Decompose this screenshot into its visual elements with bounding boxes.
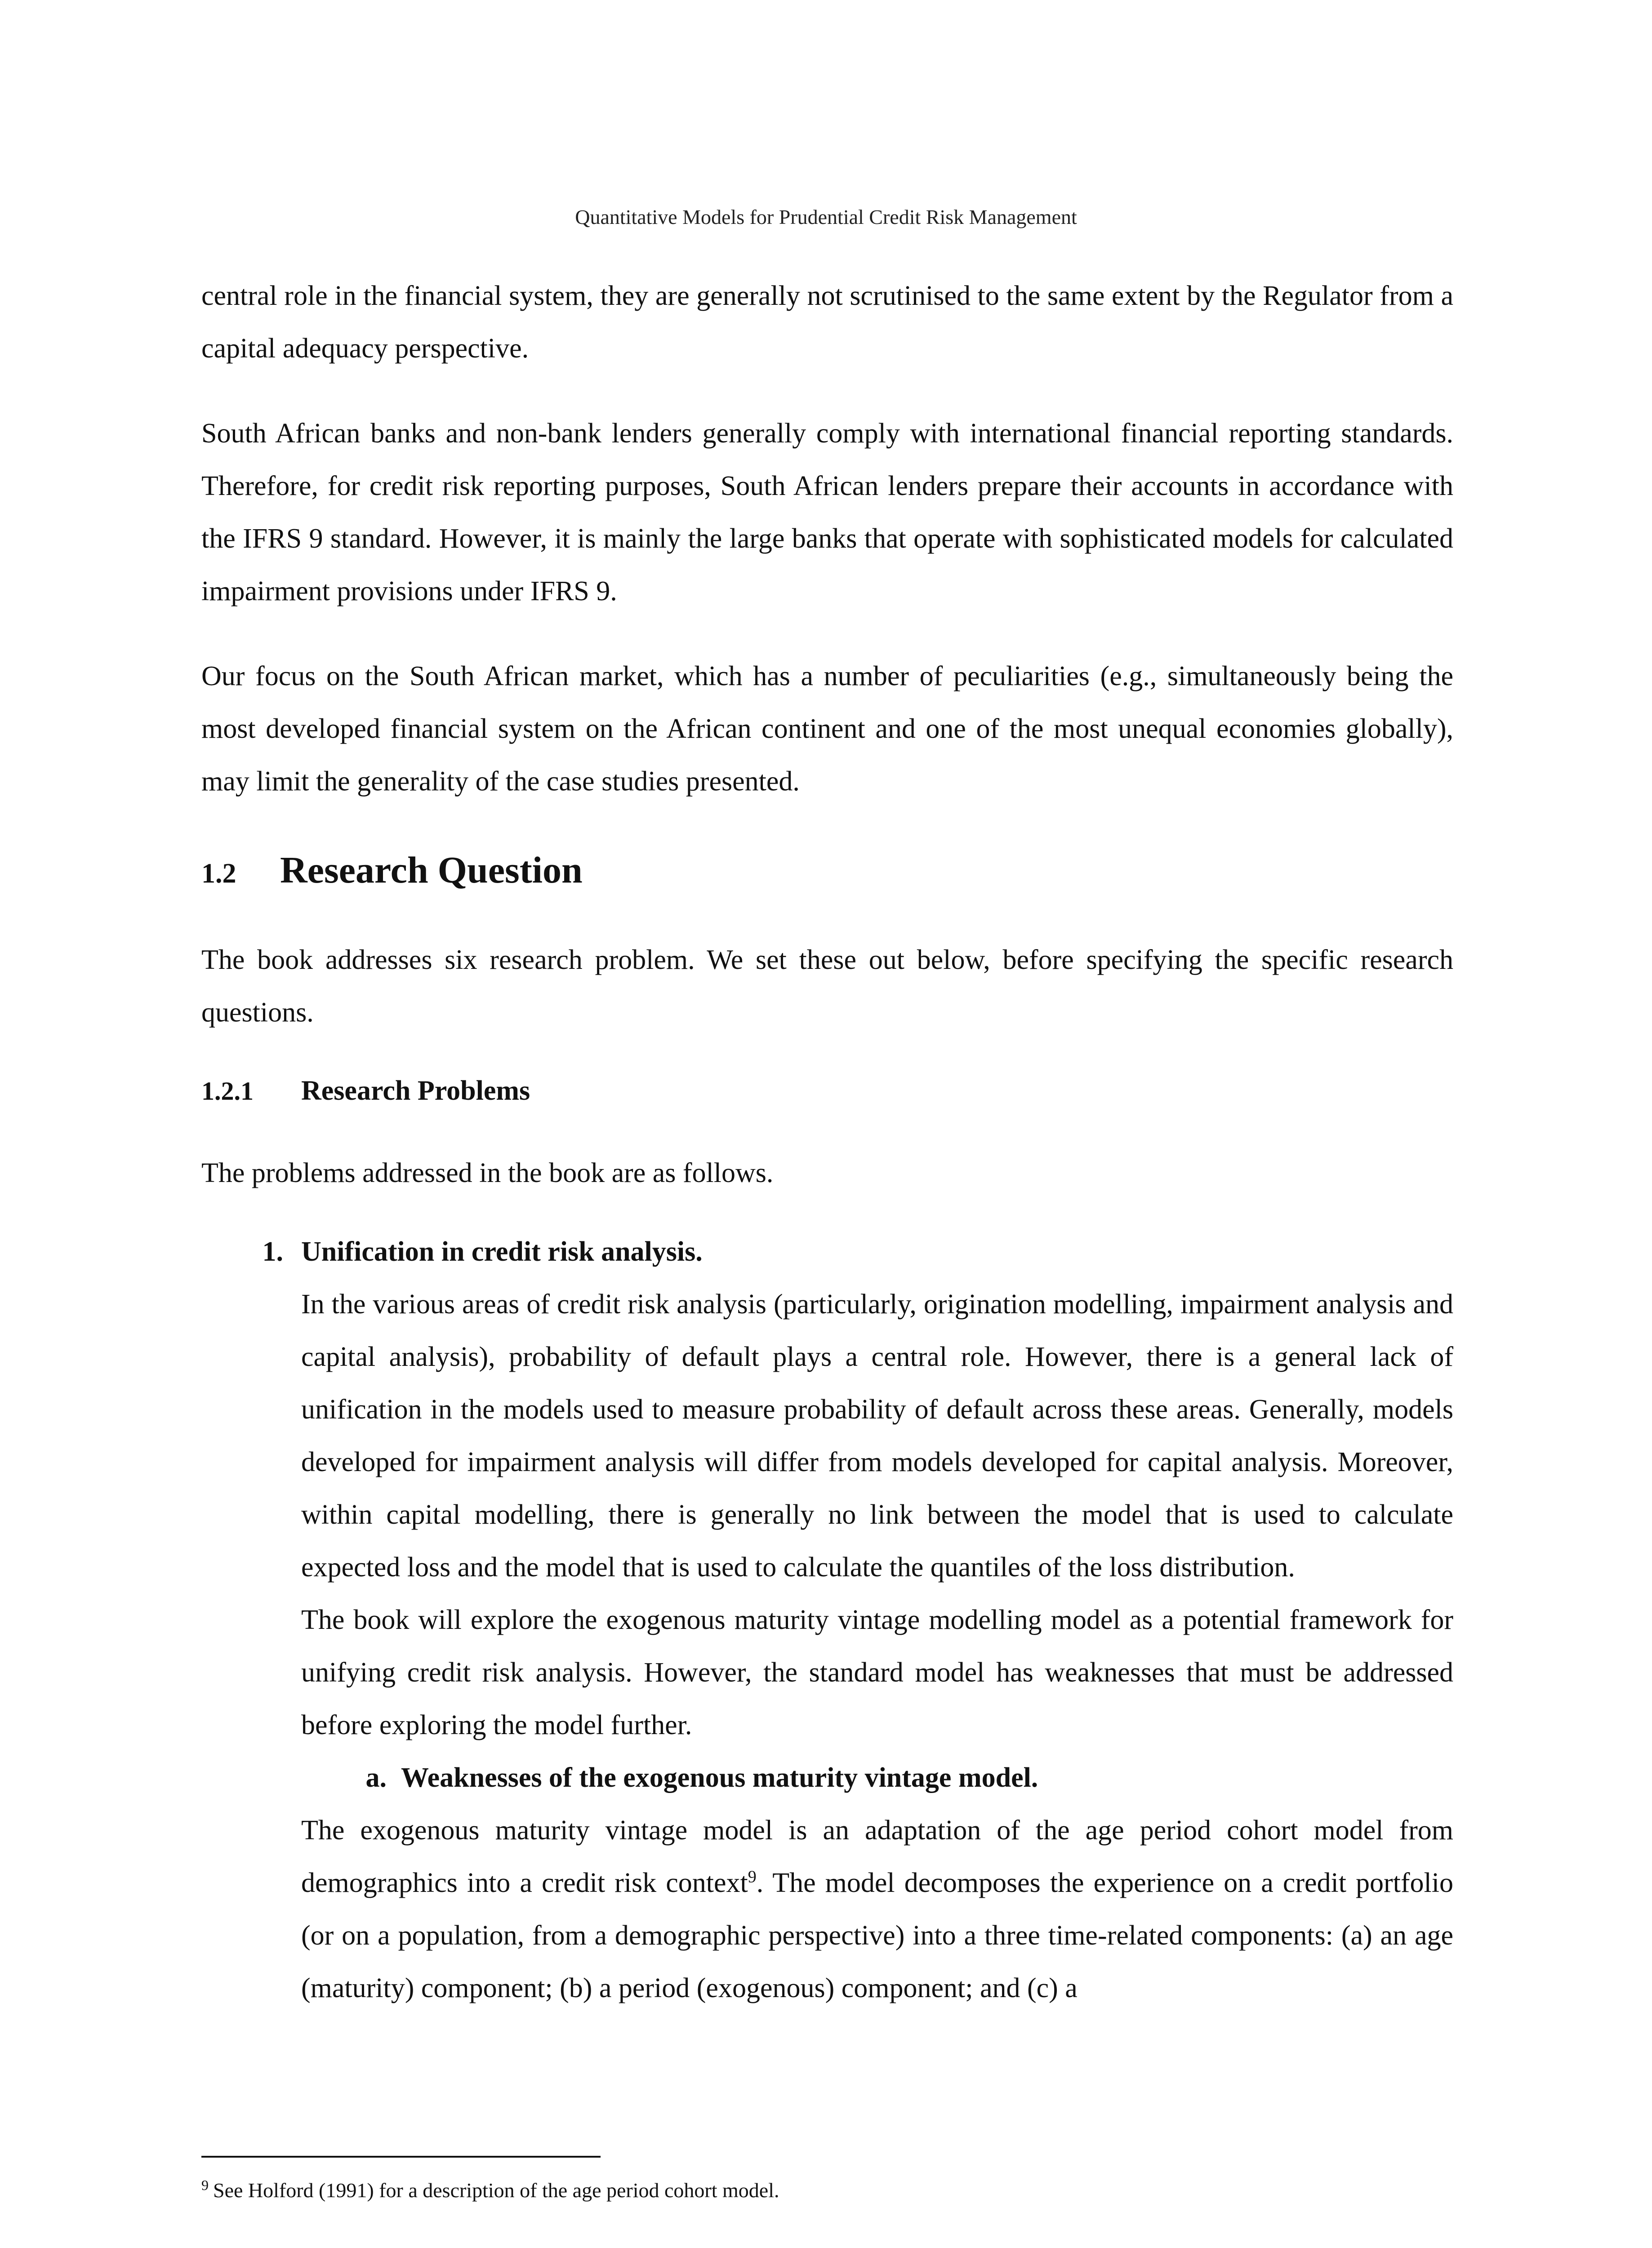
section-title: Research Question: [280, 849, 583, 891]
paragraph-focus: Our focus on the South African market, which has a number of peculiarities (e.g., simultaneously being the most developed financial system on the African continent and one of the most unequal economies globally), may limit the generality of the case studies presented.: [201, 661, 1453, 797]
subitem-paragraph: [301, 1804, 1453, 2015]
subsection-intro: The problems addressed in the book are as follows.: [201, 1158, 774, 1188]
section-heading: [201, 848, 1453, 907]
running-header: Quantitative Models for Prudential Credit Risk Management: [575, 205, 1077, 228]
subsection-number: 1.2.1: [201, 1076, 254, 1106]
section-number: 1.2: [201, 858, 236, 889]
subitem-text-before-ref: The exogenous maturity vintage model is an adaptation of the age period cohort model from demographics into a credit risk context: [301, 1815, 1453, 1898]
list-item-heading: [201, 1226, 1453, 1278]
subitem-heading: [301, 1752, 1453, 1804]
subsection-heading: [201, 1075, 1453, 1120]
list-item-number: 1.: [262, 1236, 283, 1267]
footnote: [201, 2177, 1453, 2204]
list-item-title: Unification in credit risk analysis.: [301, 1236, 703, 1267]
paragraph-ifrs: South African banks and non-bank lenders generally comply with international financial reporting standards. Therefore, for credit risk reporting purposes, South African lenders prepare their accounts in accordance with the IFRS 9 standard. However, it is mainly the large banks that operate with sophisticated models for calculated impairment provisions under IFRS 9.: [201, 418, 1453, 607]
footnote-divider: [201, 2156, 601, 2158]
footnote-reference[interactable]: 9: [748, 1867, 757, 1887]
subitem-letter: a.: [365, 1762, 387, 1793]
list-item-paragraph-2: The book will explore the exogenous maturity vintage modelling model as a potential framework for unifying credit risk analysis. However, the standard model has weaknesses that must be addressed before exploring the model further.: [301, 1605, 1453, 1740]
subsection-title: Research Problems: [301, 1075, 530, 1106]
footnote-number: 9: [201, 2177, 209, 2193]
footnote-text: See Holford (1991) for a description of the age period cohort model.: [213, 2179, 779, 2202]
page-body: [201, 270, 1453, 2015]
list-item-paragraph-1: In the various areas of credit risk analysis (particularly, origination modelling, impairment analysis and capital analysis), probability of default plays a central role. However, there is a general lack of unification in the models used to measure probability of default across these areas. Generally, models developed for impairment analysis will differ from models developed for capital analysis. Moreover, within capital modelling, there is generally no link between the model that is used to calculate expected loss and the model that is used to calculate the quantiles of the loss distribution.: [301, 1289, 1453, 1583]
paragraph-continuation: central role in the financial system, they are generally not scrutinised to the same extent by the Regulator from a capital adequacy perspective.: [201, 281, 1453, 364]
section-intro: The book addresses six research problem. We set these out below, before specifying the specific research questions.: [201, 945, 1453, 1028]
subitem-text-after-ref: . The model decomposes the experience on a credit portfolio (or on a population, from a demographic perspective) into a three time-related components: (a) an age (maturity) component; (b) a period (exogenous) component; and (c) a: [301, 1868, 1454, 2003]
subitem-title: Weaknesses of the exogenous maturity vintage model.: [401, 1762, 1038, 1793]
